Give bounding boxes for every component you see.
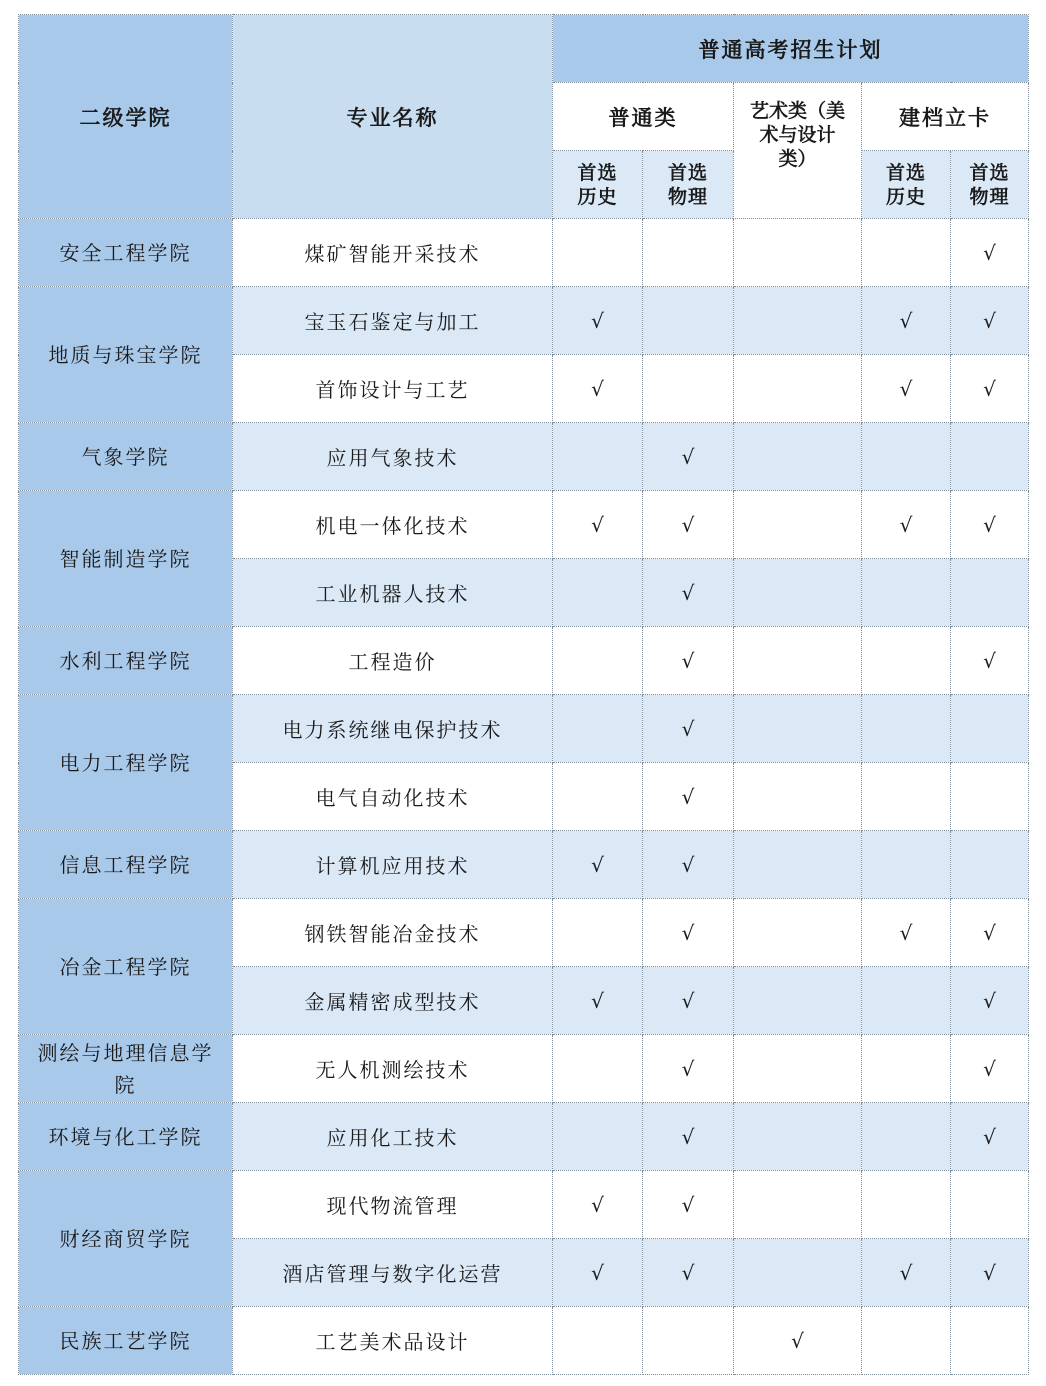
check-mark: √ — [591, 308, 604, 333]
archive-physics-cell — [951, 1035, 1029, 1103]
general-history-cell — [553, 355, 643, 423]
art-cell — [734, 627, 862, 695]
art-cell — [734, 763, 862, 831]
table-row — [19, 1307, 1029, 1375]
general-physics-cell — [643, 287, 734, 355]
check-mark: √ — [899, 920, 913, 945]
general-physics-cell — [643, 627, 734, 695]
table-row — [19, 899, 1029, 967]
general-history-cell — [553, 763, 643, 831]
college-cell — [19, 1035, 233, 1103]
college-cell — [19, 627, 233, 695]
check-mark: √ — [681, 444, 695, 469]
archive-physics-header — [951, 151, 1029, 219]
college-name: 冶金工程学院 — [59, 954, 192, 979]
table-row — [19, 627, 1029, 695]
major-name: 首饰设计与工艺 — [233, 355, 553, 423]
check-mark: √ — [591, 1192, 604, 1217]
table-row — [19, 423, 1029, 491]
general-history-cell — [553, 967, 643, 1035]
general-physics-cell — [643, 559, 734, 627]
general-history-header — [553, 151, 643, 219]
college-cell — [19, 899, 233, 1035]
check-mark: √ — [983, 240, 996, 265]
archive-history-cell — [862, 287, 951, 355]
archive-physics-cell — [951, 695, 1029, 763]
major-name: 现代物流管理 — [233, 1171, 553, 1239]
archive-history-cell — [862, 355, 951, 423]
archive-physics-cell — [951, 1239, 1029, 1307]
general-physics-cell — [643, 1035, 734, 1103]
archive-history-cell — [862, 1239, 951, 1307]
general-physics-cell — [643, 1171, 734, 1239]
check-mark: √ — [983, 920, 996, 945]
check-mark: √ — [983, 1056, 996, 1081]
major-name: 工艺美术品设计 — [233, 1307, 553, 1375]
archive-physics-cell — [951, 1307, 1029, 1375]
table-row — [19, 1103, 1029, 1171]
check-mark: √ — [681, 648, 695, 673]
art-cell — [734, 559, 862, 627]
college-cell — [19, 695, 233, 831]
check-mark: √ — [681, 852, 695, 877]
check-mark: √ — [983, 1260, 996, 1285]
check-mark: √ — [983, 648, 996, 673]
general-history-label: 首选历史 — [577, 161, 618, 208]
general-physics-label: 首选物理 — [667, 161, 708, 208]
college-cell — [19, 491, 233, 627]
college-name: 电力工程学院 — [59, 750, 192, 775]
general-history-cell — [553, 287, 643, 355]
art-cell — [734, 1239, 862, 1307]
major-name: 计算机应用技术 — [233, 831, 553, 899]
art-cell — [734, 1171, 862, 1239]
archive-history-cell — [862, 219, 951, 287]
archive-history-cell — [862, 967, 951, 1035]
table-row — [19, 831, 1029, 899]
general-history-cell — [553, 559, 643, 627]
major-name: 无人机测绘技术 — [233, 1035, 553, 1103]
table-row — [19, 219, 1029, 287]
archive-physics-cell — [951, 559, 1029, 627]
archive-history-header — [862, 151, 951, 219]
check-mark: √ — [591, 376, 604, 401]
art-category-header — [734, 83, 862, 219]
check-mark: √ — [681, 512, 695, 537]
archive-history-cell — [862, 1035, 951, 1103]
major-name: 应用气象技术 — [233, 423, 553, 491]
archive-history-cell — [862, 627, 951, 695]
check-mark: √ — [591, 512, 604, 537]
general-physics-cell — [643, 1307, 734, 1375]
archive-history-cell — [862, 763, 951, 831]
major-name: 工程造价 — [233, 627, 553, 695]
archive-history-cell — [862, 899, 951, 967]
art-cell — [734, 1035, 862, 1103]
archive-physics-cell — [951, 967, 1029, 1035]
general-category-header: 普通类 — [553, 83, 734, 151]
check-mark: √ — [983, 308, 996, 333]
college-name: 地质与珠宝学院 — [48, 342, 203, 367]
check-mark: √ — [681, 988, 695, 1013]
art-cell — [734, 219, 862, 287]
college-name: 智能制造学院 — [59, 546, 192, 571]
general-history-cell — [553, 831, 643, 899]
check-mark: √ — [983, 376, 996, 401]
check-mark: √ — [591, 988, 604, 1013]
archive-history-cell — [862, 695, 951, 763]
art-cell — [734, 491, 862, 559]
general-physics-cell — [643, 763, 734, 831]
art-cell — [734, 695, 862, 763]
major-name: 电力系统继电保护技术 — [233, 695, 553, 763]
table-body — [19, 219, 1029, 1375]
archive-physics-cell — [951, 491, 1029, 559]
archive-physics-cell — [951, 831, 1029, 899]
check-mark: √ — [681, 920, 695, 945]
check-mark: √ — [899, 308, 913, 333]
check-mark: √ — [681, 1192, 695, 1217]
archive-physics-cell — [951, 627, 1029, 695]
archive-category-header: 建档立卡 — [862, 83, 1029, 151]
art-cell — [734, 1307, 862, 1375]
college-name: 测绘与地理信息学院 — [37, 1040, 214, 1097]
check-mark: √ — [681, 1056, 695, 1081]
art-cell — [734, 355, 862, 423]
college-cell — [19, 1307, 233, 1375]
archive-physics-cell — [951, 355, 1029, 423]
check-mark: √ — [899, 1260, 913, 1285]
art-cell — [734, 1103, 862, 1171]
check-mark: √ — [681, 716, 695, 741]
general-history-cell — [553, 219, 643, 287]
archive-physics-cell — [951, 219, 1029, 287]
archive-history-label: 首选历史 — [885, 161, 926, 208]
archive-physics-cell — [951, 287, 1029, 355]
archive-history-cell — [862, 831, 951, 899]
check-mark: √ — [681, 1260, 695, 1285]
college-cell — [19, 219, 233, 287]
table-row — [19, 287, 1029, 355]
check-mark: √ — [681, 1124, 695, 1149]
art-cell — [734, 287, 862, 355]
college-name: 气象学院 — [81, 444, 170, 469]
check-mark: √ — [681, 784, 695, 809]
archive-history-cell — [862, 559, 951, 627]
major-name: 机电一体化技术 — [233, 491, 553, 559]
archive-physics-cell — [951, 423, 1029, 491]
college-name: 水利工程学院 — [59, 648, 192, 673]
general-physics-cell — [643, 899, 734, 967]
archive-history-cell — [862, 491, 951, 559]
check-mark: √ — [983, 988, 996, 1013]
art-cell — [734, 423, 862, 491]
general-physics-cell — [643, 219, 734, 287]
archive-physics-cell — [951, 1103, 1029, 1171]
major-name: 酒店管理与数字化运营 — [233, 1239, 553, 1307]
general-physics-cell — [643, 1103, 734, 1171]
check-mark: √ — [899, 376, 913, 401]
check-mark: √ — [899, 512, 913, 537]
art-cell — [734, 831, 862, 899]
general-history-cell — [553, 1103, 643, 1171]
college-cell — [19, 287, 233, 423]
check-mark: √ — [681, 580, 695, 605]
table-row — [19, 1171, 1029, 1239]
college-name: 财经商贸学院 — [59, 1226, 192, 1251]
art-cell — [734, 967, 862, 1035]
general-history-cell — [553, 491, 643, 559]
general-physics-cell — [643, 423, 734, 491]
general-history-cell — [553, 1307, 643, 1375]
archive-physics-cell — [951, 899, 1029, 967]
college-cell — [19, 423, 233, 491]
plan-header: 普通高考招生计划 — [553, 15, 1029, 83]
major-column-header: 专业名称 — [233, 15, 553, 219]
check-mark: √ — [591, 1260, 604, 1285]
check-mark: √ — [983, 1124, 996, 1149]
table-row — [19, 1035, 1029, 1103]
archive-history-cell — [862, 1307, 951, 1375]
table-row — [19, 491, 1029, 559]
general-history-cell — [553, 695, 643, 763]
college-name: 环境与化工学院 — [48, 1124, 203, 1149]
general-history-cell — [553, 899, 643, 967]
archive-history-cell — [862, 1103, 951, 1171]
major-name: 电气自动化技术 — [233, 763, 553, 831]
college-column-header: 二级学院 — [19, 15, 233, 219]
enrollment-plan-table — [18, 14, 1029, 1375]
general-history-cell — [553, 627, 643, 695]
art-category-label: 艺术类（美术与设计类） — [749, 100, 845, 170]
general-physics-cell — [643, 491, 734, 559]
general-physics-cell — [643, 1239, 734, 1307]
table-row — [19, 695, 1029, 763]
general-history-cell — [553, 1171, 643, 1239]
major-name: 金属精密成型技术 — [233, 967, 553, 1035]
college-cell — [19, 1103, 233, 1171]
archive-physics-label: 首选物理 — [969, 161, 1010, 208]
college-cell — [19, 831, 233, 899]
college-name: 信息工程学院 — [59, 852, 192, 877]
major-name: 宝玉石鉴定与加工 — [233, 287, 553, 355]
college-name: 安全工程学院 — [59, 240, 192, 265]
check-mark: √ — [791, 1328, 804, 1353]
general-physics-header — [643, 151, 734, 219]
major-name: 钢铁智能冶金技术 — [233, 899, 553, 967]
general-physics-cell — [643, 695, 734, 763]
college-name: 民族工艺学院 — [59, 1328, 192, 1353]
art-cell — [734, 899, 862, 967]
check-mark: √ — [983, 512, 996, 537]
college-cell — [19, 1171, 233, 1307]
major-name: 应用化工技术 — [233, 1103, 553, 1171]
major-name: 工业机器人技术 — [233, 559, 553, 627]
archive-history-cell — [862, 1171, 951, 1239]
general-history-cell — [553, 423, 643, 491]
archive-physics-cell — [951, 1171, 1029, 1239]
major-name: 煤矿智能开采技术 — [233, 219, 553, 287]
general-history-cell — [553, 1239, 643, 1307]
archive-history-cell — [862, 423, 951, 491]
general-history-cell — [553, 1035, 643, 1103]
general-physics-cell — [643, 355, 734, 423]
general-physics-cell — [643, 967, 734, 1035]
check-mark: √ — [591, 852, 604, 877]
archive-physics-cell — [951, 763, 1029, 831]
general-physics-cell — [643, 831, 734, 899]
